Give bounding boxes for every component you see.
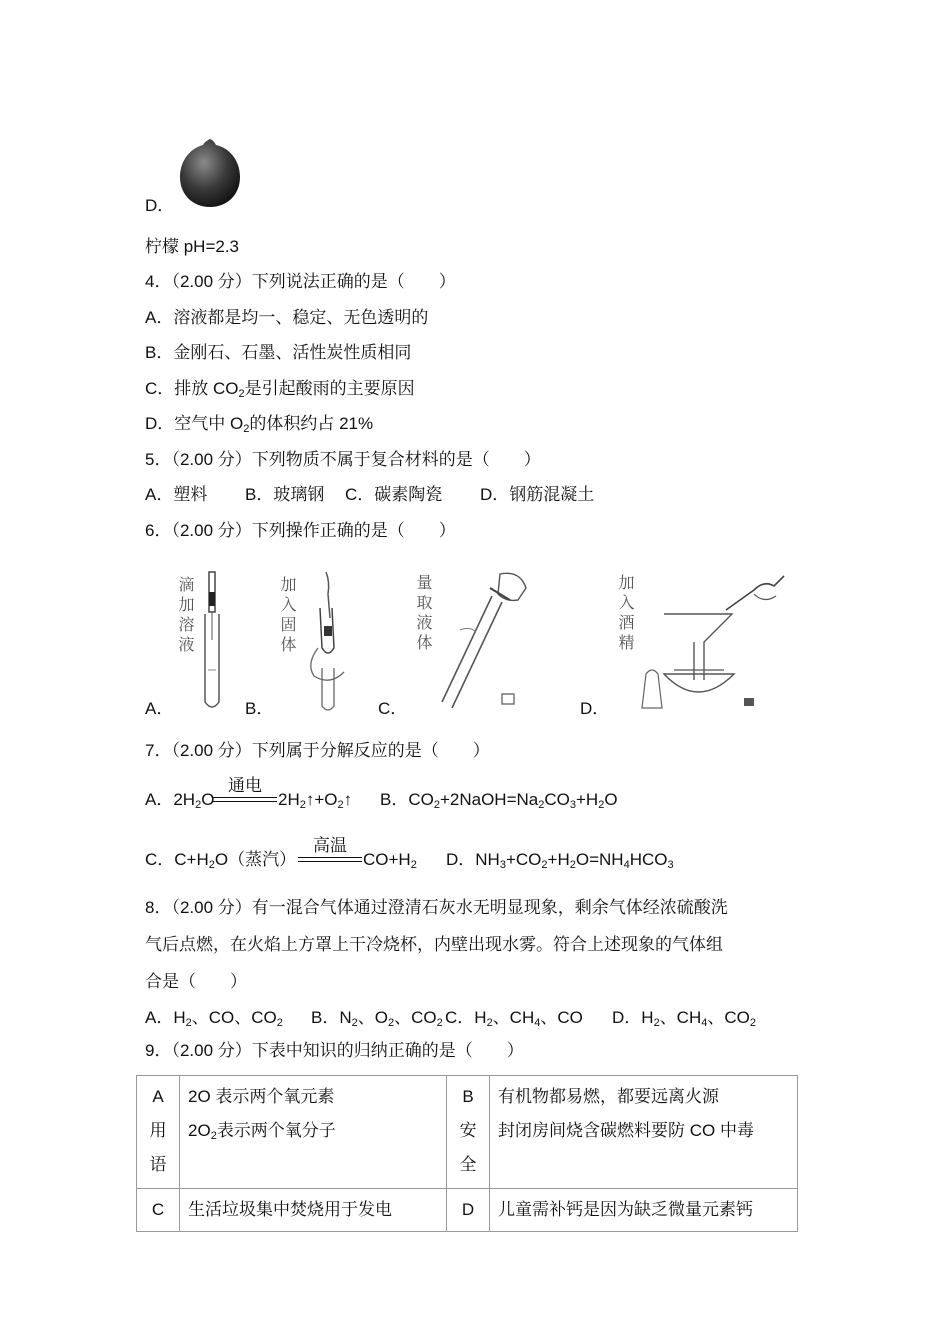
q9-b-key-3: 全 [459, 1155, 477, 1174]
q8-option-c: C．$H_2$、$CH_4$、CO [445, 1008, 583, 1029]
q3-option-d-label: D． [145, 196, 175, 215]
q6-figure-a [170, 570, 240, 715]
q6-stem: 6．（2.00 分）下列操作正确的是（ ） [145, 521, 456, 540]
q9-a-line2-sub: 2 [210, 1130, 217, 1142]
q4-c-pre: C．排放 CO [145, 379, 239, 398]
q8-stem-line1: 8．（2.00 分）有一混合气体通过澄清石灰水无明显现象，剩余气体经浓硫酸洗 [145, 898, 728, 917]
q7-stem: 7．（2.00 分）下列属于分解反应的是（ ） [145, 741, 490, 760]
q4-c-sub: 2 [238, 388, 245, 400]
q7-a-equals-bottom [213, 801, 277, 802]
q8-stem-line2: 气后点燃，在火焰上方罩上干冷烧杯，内壁出现水雾。符合上述现象的气体组 [145, 935, 723, 954]
q9-b-line2: 封闭房间烧含碳燃料要防 CO 中毒 [498, 1121, 754, 1140]
q6-fig-a-text: 滴加溶液 [176, 576, 195, 656]
q3-lemon-caption: 柠檬 pH=2.3 [145, 237, 240, 256]
q7-option-a-products: $2H_2↑+O_2↑$ [278, 790, 353, 811]
q4-stem: 4．（2.00 分）下列说法正确的是（ ） [145, 272, 456, 291]
q7-option-d: D．$NH_3+CO_2+H_2O=NH_4HCO_3$ [446, 850, 674, 871]
q8-option-d: D．$H_2$、$CH_4$、$CO_2$ [612, 1008, 756, 1029]
test-tube-solid-icon [300, 568, 352, 713]
q5-option-d: D．钢筋混凝土 [480, 485, 595, 504]
q7-d-label: D． [446, 850, 476, 869]
q4-option-a: A．溶液都是均一、稳定、无色透明的 [145, 308, 429, 327]
q6-option-b: B． [245, 699, 274, 718]
q9-cell-c-key: C [137, 1189, 180, 1232]
q9-a-line1: 2O 表示两个氧元素 [188, 1087, 335, 1106]
q9-a-line2-pre: 2O [188, 1121, 211, 1140]
q9-cell-d-content: 儿童需补钙是因为缺乏微量元素钙 [490, 1189, 798, 1232]
q9-a-line2 [188, 1114, 438, 1148]
q9-a-key-2: 用 [149, 1121, 167, 1140]
q7-option-a: A．$2H_2O$ [145, 790, 215, 811]
graduated-cylinder-icon [430, 570, 550, 715]
q5-option-a: A．塑料 [145, 485, 208, 504]
q4-d-pre: D．空气中 O [145, 414, 244, 433]
q6-option-a: A． [145, 699, 174, 718]
q8-option-a: A．$H_2$、CO、$CO_2$ [145, 1008, 283, 1029]
q4-option-c [145, 378, 415, 400]
table-row [137, 1189, 798, 1232]
q5-stem: 5．（2.00 分）下列物质不属于复合材料的是（ ） [145, 450, 541, 469]
q6-fig-c-text: 量取液体 [414, 574, 433, 654]
lemon-image [176, 135, 244, 211]
test-tube-dropper-icon [198, 570, 228, 715]
q4-option-b: B．金刚石、石墨、活性炭性质相同 [145, 343, 412, 362]
q9-cell-c-content: 生活垃圾集中焚烧用于发电 [180, 1189, 447, 1232]
alcohol-lamp-funnel-icon [634, 570, 792, 715]
q9-b-key-1: B [462, 1087, 474, 1106]
q9-cell-b-key [447, 1076, 490, 1189]
q6-figure-d [612, 570, 792, 715]
q8-stem-line3: 合是（ ） [145, 972, 247, 991]
q5-option-c: C．碳素陶瓷 [345, 485, 443, 504]
q6-figure-b [272, 568, 352, 713]
q7-c-equals-top [298, 857, 362, 858]
q9-a-key-3: 语 [149, 1155, 167, 1174]
q7-option-c: C．$C+H_2O$（蒸汽） [145, 850, 297, 871]
q6-option-d: D． [580, 699, 610, 718]
q9-cell-a-content [180, 1076, 447, 1189]
q5-option-b: B．玻璃钢 [245, 485, 325, 504]
q7-option-b: B．$CO_2+2NaOH=Na_2CO_3+H_2O$ [380, 790, 618, 811]
q6-figure-c [410, 570, 550, 715]
q9-stem: 9．（2.00 分）下表中知识的归纳正确的是（ ） [145, 1041, 524, 1060]
q9-b-line1: 有机物都易燃，都要远离火源 [498, 1087, 719, 1106]
q9-cell-d-key: D [447, 1189, 490, 1232]
q4-c-post: 是引起酸雨的主要原因 [244, 379, 415, 398]
q7-a-condition: 通电 [228, 776, 262, 795]
q9-a-key-1: A [152, 1087, 164, 1106]
q4-option-d [145, 413, 373, 435]
q9-knowledge-table [136, 1075, 798, 1232]
q7-c-condition: 高温 [313, 836, 347, 855]
q7-c-equals-bottom [298, 861, 362, 862]
q4-d-sub: 2 [243, 423, 250, 435]
q9-cell-a-key [137, 1076, 180, 1189]
q9-cell-b-content [490, 1076, 798, 1189]
q6-fig-b-text: 加入固体 [278, 576, 297, 656]
q6-fig-d-text: 加入酒精 [616, 574, 635, 654]
q9-a-line2-post: 表示两个氧分子 [216, 1121, 336, 1140]
q7-option-c-products: $CO+H_2$ [363, 850, 417, 871]
q8-option-b: B．$N_2$、$O_2$、$CO_2$ [311, 1008, 443, 1029]
q9-b-key-2: 安 [459, 1121, 477, 1140]
q7-b-label: B． [380, 790, 409, 809]
q6-option-c: C． [378, 699, 408, 718]
q4-d-post: 的体积约占 21% [249, 414, 374, 433]
q7-a-equals-top [213, 797, 277, 798]
table-row [137, 1076, 798, 1189]
